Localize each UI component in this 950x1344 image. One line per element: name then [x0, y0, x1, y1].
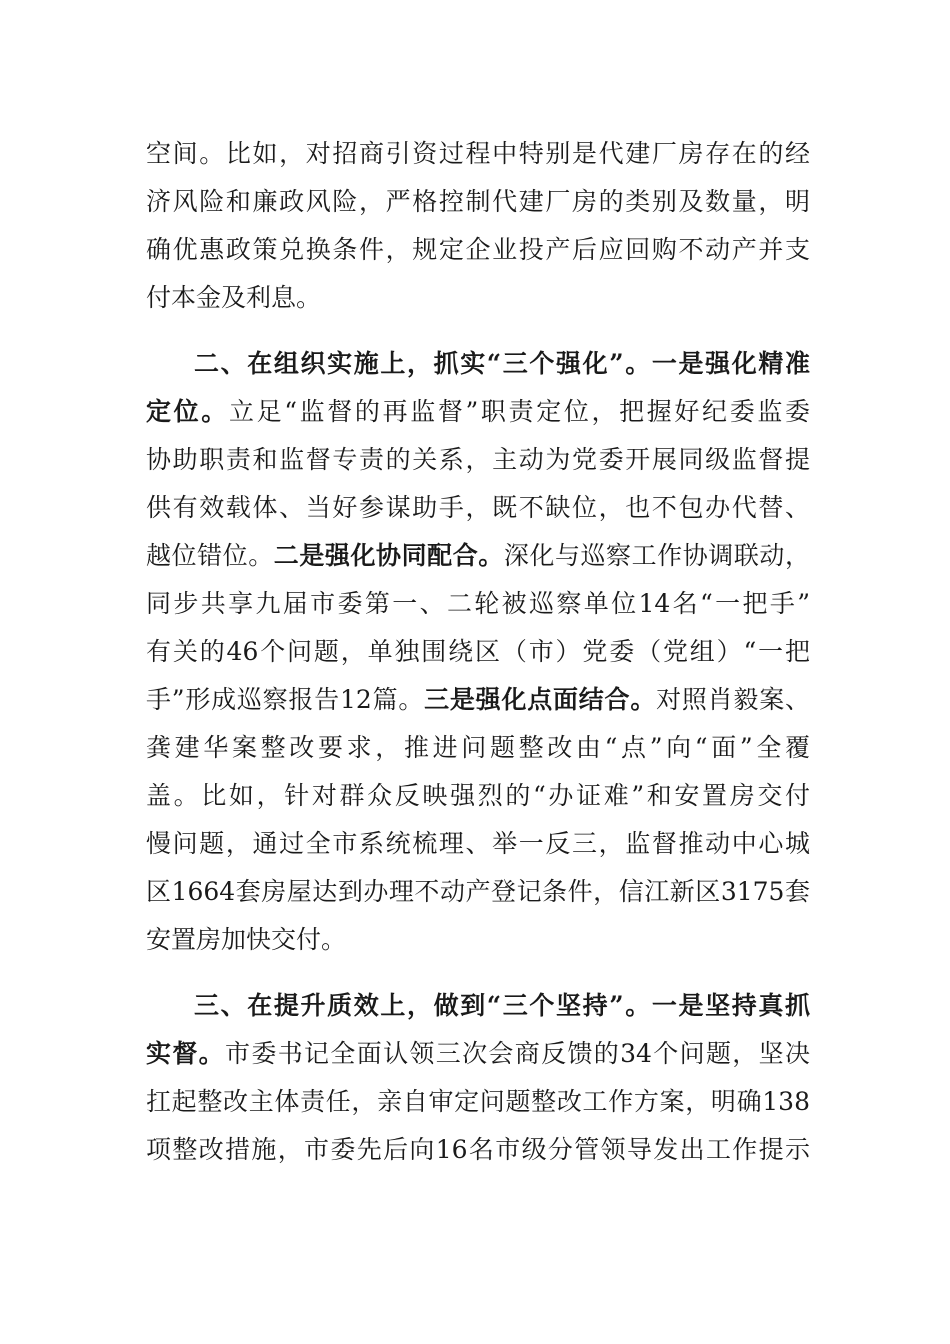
paragraph-line — [146, 182, 810, 222]
text-segment: 立足“监督的再监督”职责定位，把握好纪委监委 — [228, 397, 810, 426]
text-segment: 有关的46个问题，单独围绕区（市）党委（党组）“一把 — [146, 637, 810, 666]
paragraph-line — [146, 1034, 810, 1074]
text-segment: 慢问题，通过全市系统梳理、举一反三，监督推动中心城 — [146, 829, 810, 858]
text-segment: 项整改措施，市委先后向16名市级分管领导发出工作提示 — [146, 1135, 810, 1164]
section-heading: 三、在提升质效上，做到“三个坚持”。一是坚持真抓 — [194, 991, 810, 1020]
paragraph-line — [146, 134, 810, 174]
bold-lead: 三是强化点面结合。 — [424, 685, 657, 714]
paragraph-line — [146, 440, 810, 480]
text-segment: 确优惠政策兑换条件，规定企业投产后应回购不动产并支 — [146, 235, 810, 264]
text-segment: 深化与巡察工作协调联动， — [503, 541, 810, 570]
section-heading-line — [194, 986, 810, 1026]
paragraph-line — [146, 1082, 810, 1122]
text-segment: 同步共享九届市委第一、二轮被巡察单位14名“一把手” — [146, 589, 810, 618]
paragraph-line — [146, 920, 810, 960]
paragraph-line — [146, 728, 810, 768]
text-segment: 手”形成巡察报告12篇。 — [146, 685, 425, 714]
text-segment: 市委书记全面认领三次会商反馈的34个问题，坚决 — [225, 1039, 810, 1068]
text-segment: 安置房加快交付。 — [146, 925, 347, 954]
bold-lead: 二是强化协同配合。 — [273, 541, 504, 570]
text-segment: 越位错位。 — [146, 541, 274, 570]
paragraph-line — [146, 230, 810, 270]
paragraph-line — [146, 632, 810, 672]
text-segment: 区1664套房屋达到办理不动产登记条件，信江新区3175套 — [146, 877, 810, 906]
paragraph-line — [146, 488, 810, 528]
text-segment: 龚建华案整改要求，推进问题整改由“点”向“面”全覆 — [146, 733, 810, 762]
paragraph-line — [146, 536, 810, 576]
paragraph-line — [146, 278, 810, 318]
paragraph-line — [146, 584, 810, 624]
section-heading-line — [194, 344, 810, 384]
paragraph-line — [146, 824, 810, 864]
section-heading: 二、在组织实施上，抓实“三个强化”。一是强化精准 — [194, 349, 810, 378]
bold-lead: 实督。 — [146, 1039, 226, 1068]
bold-lead: 定位。 — [146, 397, 229, 426]
text-segment: 济风险和廉政风险，严格控制代建厂房的类别及数量，明 — [146, 187, 810, 216]
text-segment: 空间。比如，对招商引资过程中特别是代建厂房存在的经 — [146, 139, 810, 168]
paragraph-line — [146, 776, 810, 816]
text-segment: 供有效载体、当好参谋助手，既不缺位，也不包办代替、 — [146, 493, 810, 522]
paragraph-line — [146, 392, 810, 432]
text-segment: 对照肖毅案、 — [656, 685, 810, 714]
paragraph-line — [146, 1130, 810, 1170]
text-segment: 付本金及利息。 — [146, 283, 322, 312]
paragraph-line — [146, 872, 810, 912]
text-segment: 扛起整改主体责任，亲自审定问题整改工作方案，明确138 — [146, 1087, 810, 1116]
text-segment: 协助职责和监督专责的关系，主动为党委开展同级监督提 — [146, 445, 810, 474]
paragraph-line — [146, 680, 810, 720]
text-segment: 盖。比如，针对群众反映强烈的“办证难”和安置房交付 — [146, 781, 810, 810]
